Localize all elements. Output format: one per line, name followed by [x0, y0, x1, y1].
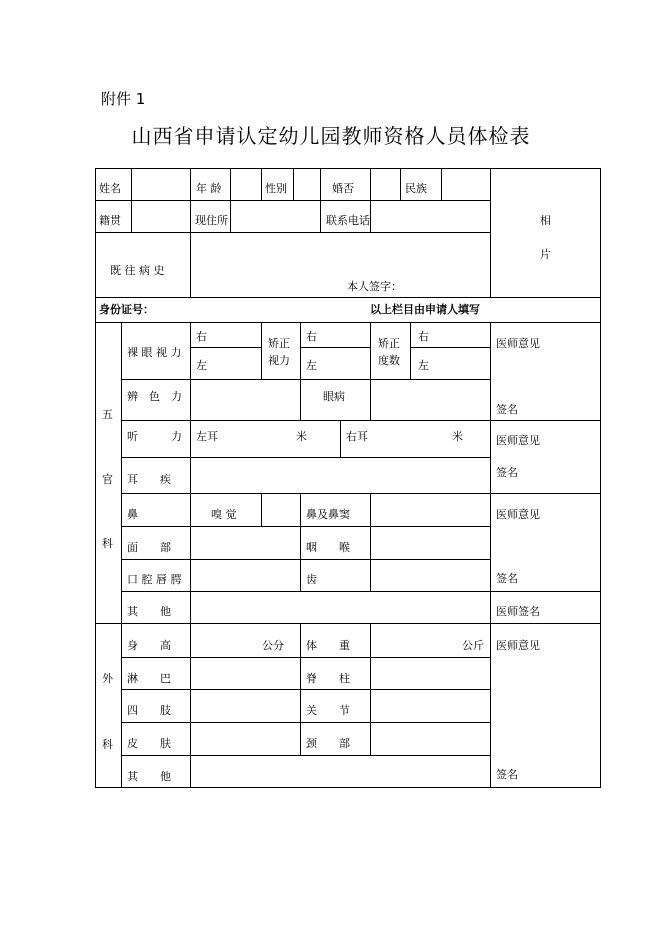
color-vision-label: 辨 色 力 — [127, 390, 182, 403]
lymph-label: 淋 巴 — [127, 672, 171, 685]
section-waike-2: 科 — [102, 738, 113, 751]
gender-label: 性别 — [265, 182, 287, 195]
naked-left-label: 左 — [196, 359, 207, 372]
surgery-doctor-opinion: 医师意见 — [496, 639, 540, 652]
corrected-degree-label-1: 矫正 — [378, 337, 400, 350]
joints-label: 关 节 — [306, 704, 350, 717]
degree-left-label: 左 — [418, 359, 429, 372]
section-wuguan-3: 科 — [102, 537, 113, 550]
eye-doctor-opinion: 医师意见 — [496, 337, 540, 350]
skin-label: 皮 肤 — [127, 737, 171, 750]
self-fill-note: 以上栏目由申请人填写 — [370, 303, 480, 316]
teeth-label: 齿 — [306, 573, 317, 586]
weight-label: 体 重 — [306, 639, 350, 652]
sinus-label: 鼻及鼻窦 — [306, 508, 350, 521]
face-label: 面 部 — [127, 541, 171, 554]
ear-doctor-opinion: 医师意见 — [496, 434, 540, 447]
eye-signature-label: 签名 — [496, 403, 518, 416]
marital-label: 婚否 — [332, 182, 354, 195]
throat-label: 咽 喉 — [306, 541, 350, 554]
neck-label: 颈 部 — [306, 737, 350, 750]
height-label: 身 高 — [127, 639, 171, 652]
left-ear-unit: 米 — [296, 430, 307, 443]
applicant-signature-label: 本人签字： — [347, 280, 402, 293]
naked-vision-label: 裸 眼 视 力 — [127, 346, 182, 359]
ear-disease-label: 耳 疾 — [127, 473, 171, 486]
left-ear-label: 左耳 — [196, 430, 218, 443]
right-ear-label: 右耳 — [346, 430, 368, 443]
native-place-label: 籍贯 — [99, 214, 121, 227]
section-wuguan-2: 官 — [102, 473, 113, 486]
hearing-label: 听 力 — [127, 430, 182, 443]
corrected-degree-label-2: 度数 — [378, 354, 400, 367]
ent-signature-label: 签名 — [496, 572, 518, 585]
section-wuguan-1: 五 — [102, 408, 113, 421]
form-title: 山西省申请认定幼儿园教师资格人员体检表 — [131, 124, 531, 148]
corrected-vision-label-2: 视力 — [268, 354, 290, 367]
right-ear-unit: 米 — [452, 430, 463, 443]
age-label: 年 龄 — [196, 182, 222, 195]
wuguan-other-label: 其 他 — [127, 605, 171, 618]
eye-disease-label: 眼病 — [323, 390, 345, 403]
photo-label-1: 相 — [540, 214, 551, 227]
oral-label: 口 腔 唇 腭 — [127, 573, 182, 586]
section-waike-1: 外 — [102, 672, 113, 685]
degree-right-label: 右 — [418, 330, 429, 343]
nose-label: 鼻 — [127, 508, 138, 521]
waike-other-label: 其 他 — [127, 770, 171, 783]
limbs-label: 四 肢 — [127, 704, 171, 717]
weight-unit: 公斤 — [462, 639, 484, 652]
ear-signature-label: 签名 — [496, 466, 518, 479]
id-number-label: 身份证号： — [99, 303, 154, 316]
ethnicity-label: 民族 — [405, 182, 427, 195]
surgery-signature-label: 签名 — [496, 768, 518, 781]
doctor-signature-label: 医师签名 — [496, 605, 540, 618]
corrected-left-label: 左 — [306, 359, 317, 372]
attachment-label: 附件 1 — [101, 90, 146, 108]
naked-right-label: 右 — [196, 330, 207, 343]
height-unit: 公分 — [262, 639, 284, 652]
table-border — [96, 169, 601, 788]
ent-doctor-opinion: 医师意见 — [496, 508, 540, 521]
spine-label: 脊 柱 — [306, 672, 350, 685]
corrected-vision-label-1: 矫正 — [268, 337, 290, 350]
smell-label: 嗅 觉 — [211, 508, 237, 521]
photo-label-2: 片 — [540, 248, 551, 261]
medical-history-label: 既 往 病 史 — [110, 264, 165, 277]
phone-label: 联系电话 — [326, 214, 370, 227]
residence-label: 现住所 — [195, 214, 228, 227]
name-label: 姓名 — [99, 182, 121, 195]
corrected-right-label: 右 — [306, 330, 317, 343]
